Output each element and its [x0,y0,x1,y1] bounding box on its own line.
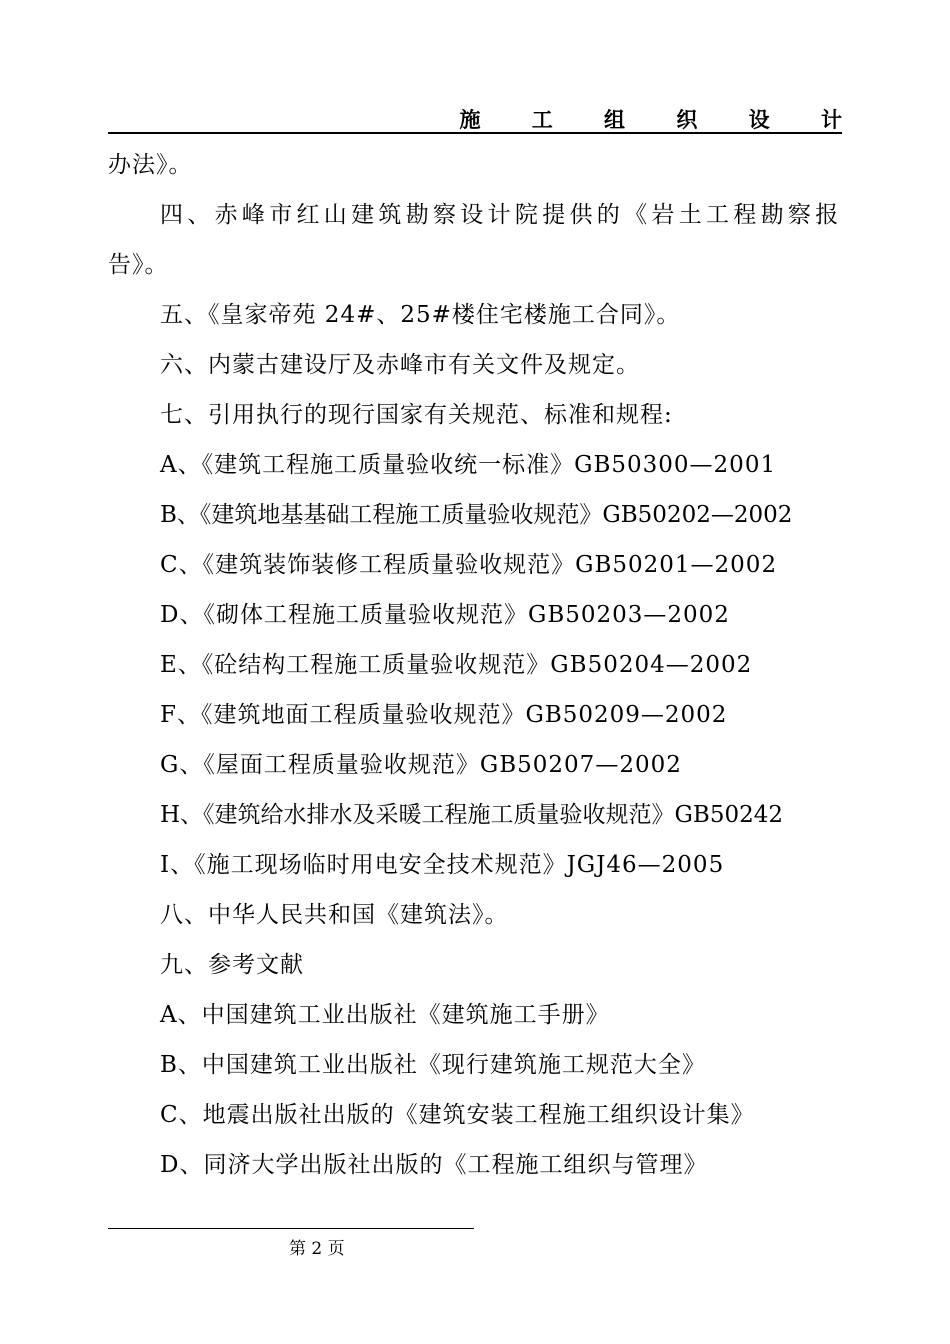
standard-item-a: A、《建筑工程施工质量验收统一标准》GB50300—2001 [160,452,777,478]
item-9: 九、参考文献 [160,952,304,978]
reference-item-b: B、中国建筑工业出版社《现行建筑施工规范大全》 [160,1052,706,1078]
standard-item-h: H、《建筑给水排水及采暖工程施工质量验收规范》GB50242 [160,802,783,828]
footer-divider [108,1228,474,1229]
continuation-line: 办法》。 [108,152,193,178]
item-4-line-1: 四、赤峰市红山建筑勘察设计院提供的《岩土工程勘察报 [160,202,843,228]
standard-item-f: F、《建筑地面工程质量验收规范》GB50209—2002 [160,702,728,728]
standard-item-b: B、《建筑地基基础工程施工质量验收规范》GB50202—2002 [160,502,793,528]
document-body [108,140,842,1190]
standard-item-i: I、《施工现场临时用电安全技术规范》JGJ46—2005 [160,852,725,878]
standard-item-g: G、《屋面工程质量验收规范》GB50207—2002 [160,752,682,778]
reference-item-c: C、地震出版社出版的《建筑安装工程施工组织设计集》 [160,1102,755,1128]
standard-item-e: E、《砼结构工程施工质量验收规范》GB50204—2002 [160,652,753,678]
item-7: 七、引用执行的现行国家有关规范、标准和规程: [160,402,673,428]
item-5: 五、《皇家帝苑 24#、25#楼住宅楼施工合同》。 [160,302,681,328]
item-4-line-2: 告》。 [108,252,169,278]
reference-item-d: D、同济大学出版社出版的《工程施工组织与管理》 [160,1152,708,1178]
item-8: 八、中华人民共和国《建筑法》。 [160,902,509,928]
item-6: 六、内蒙古建设厅及赤峰市有关文件及规定。 [160,352,640,378]
page-header-title: 施 工 组 织 设 计 [459,107,864,132]
page-number: 第 2 页 [289,1239,345,1259]
standard-item-d: D、《砌体工程施工质量验收规范》GB50203—2002 [160,602,730,628]
standard-item-c: C、《建筑装饰装修工程质量验收规范》GB50201—2002 [160,552,778,578]
header-divider [108,132,842,134]
reference-item-a: A、中国建筑工业出版社《建筑施工手册》 [160,1002,610,1028]
